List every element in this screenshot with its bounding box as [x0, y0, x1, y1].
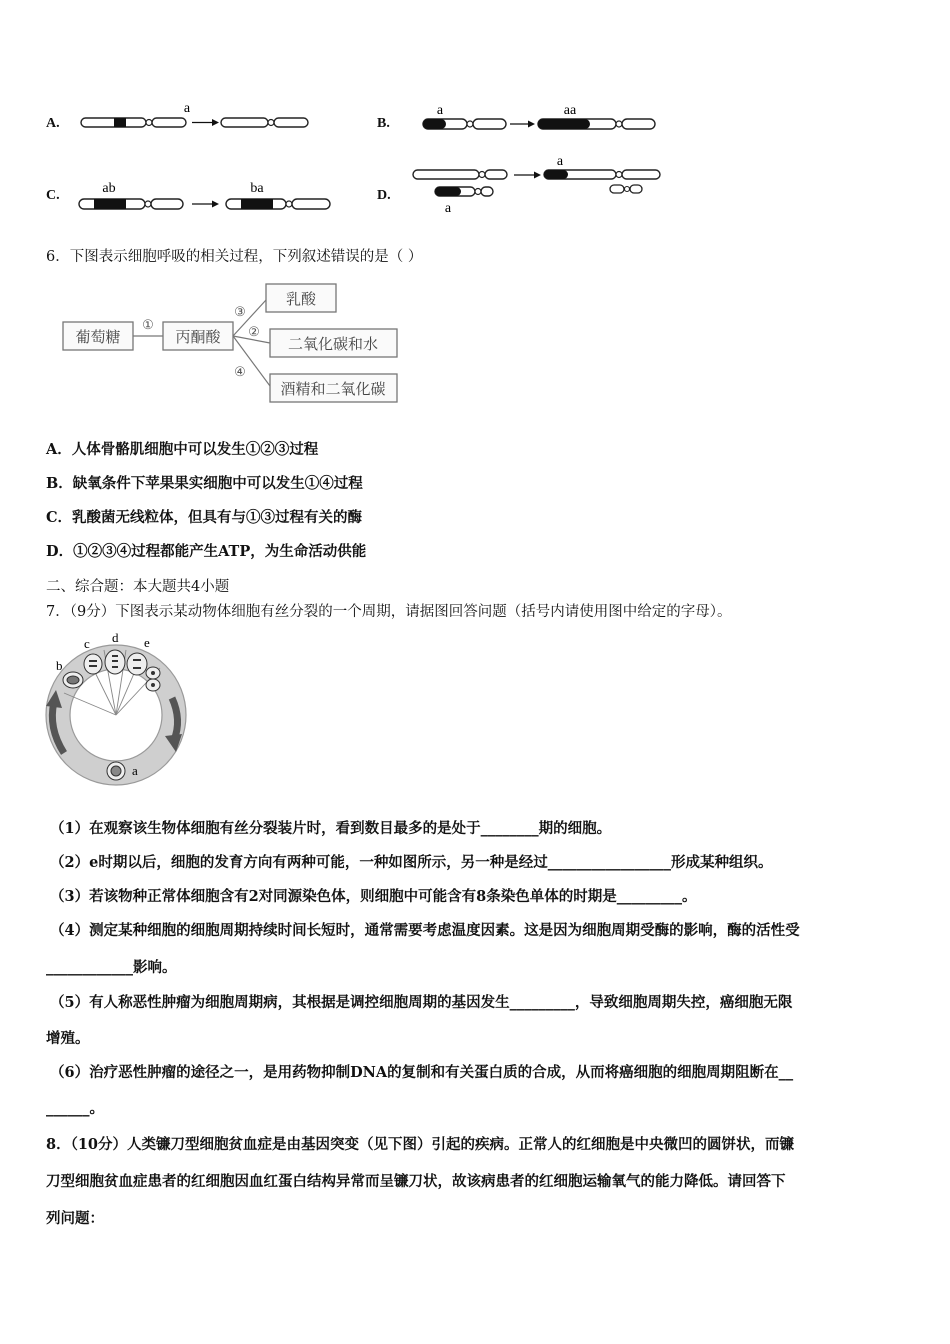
- gene-label-a-bottom: a: [444, 201, 452, 216]
- gene-label-ab: ab: [102, 181, 116, 196]
- q7-item-6: （6）治疗恶性肿瘤的途径之一，是用药物抑制DNA的复制和有关蛋白质的合成，从而将癌细胞的细胞周期阻断在__: [50, 1064, 794, 1081]
- step-1: ①: [142, 317, 154, 332]
- q7-item-4: （4）测定某种细胞的细胞周期持续时间长短时，通常需要考虑温度因素。这是因为细胞周期受酶的影响，酶的活性受: [50, 922, 800, 939]
- phase-d-label: d: [112, 630, 119, 645]
- box-pyruvate: 丙酮酸: [175, 330, 221, 346]
- gene-label-aa: aa: [563, 103, 577, 118]
- q5-option-a-label[interactable]: A.: [46, 116, 60, 131]
- q7-item-3: （3）若该物种正常体细胞含有2对同源染色体，则细胞中可能含有8条染色单体的时期是_________。: [50, 888, 697, 905]
- q5-option-c-diagram: [76, 178, 338, 214]
- box-co2-water: 二氧化碳和水: [287, 337, 379, 353]
- q5-option-b-label[interactable]: B.: [377, 116, 390, 131]
- q8-line-2: 刀型细胞贫血症患者的红细胞因血红蛋白结构异常而呈镰刀状，故该病患者的红细胞运输氧气的能力降低。请回答下: [46, 1173, 786, 1190]
- gene-label-ba: ba: [250, 181, 264, 196]
- q7-cell-cycle-diagram: [40, 628, 220, 790]
- phase-a-label: a: [132, 763, 138, 778]
- q7-stem: 7．（9分）下图表示某动物体细胞有丝分裂的一个周期，请据图回答问题（括号内请使用图中给定的字母）。: [46, 604, 732, 620]
- q6-stem: 6．下图表示细胞呼吸的相关过程，下列叙述错误的是（ ）: [46, 249, 423, 265]
- q6-option-d[interactable]: D．①②③④过程都能产生ATP，为生命活动供能: [46, 543, 367, 560]
- box-glucose: 葡萄糖: [75, 330, 121, 346]
- step-2: ②: [248, 324, 260, 339]
- q6-respiration-diagram: [60, 280, 405, 408]
- q6-option-a[interactable]: A．人体骨骼肌细胞中可以发生①②③过程: [46, 441, 319, 458]
- q8-line-1: 8．（10分）人类镰刀型细胞贫血症是由基因突变（见下图）引起的疾病。正常人的红细胞是中央微凹的圆饼状，而镰: [46, 1136, 795, 1153]
- phase-e-label: e: [144, 635, 150, 650]
- phase-c-label: c: [84, 636, 90, 651]
- box-alcohol-co2: 酒精和二氧化碳: [280, 382, 386, 398]
- q5-option-a-diagram: [78, 100, 318, 134]
- q7-item-2: （2）e时期以后，细胞的发育方向有两种可能，一种如图所示，另一种是经过_________________形成某种组织。: [50, 854, 773, 871]
- q5-option-d-diagram: [410, 152, 670, 216]
- q5-option-b-diagram: [420, 100, 660, 134]
- gene-label-a: a: [436, 103, 444, 118]
- q7-item-1: （1）在观察该生物体细胞有丝分裂装片时，看到数目最多的是处于________期的细胞。: [50, 820, 612, 837]
- q7-item-5-cont: 增殖。: [46, 1030, 90, 1047]
- q7-item-6-cont: ______。: [46, 1100, 104, 1117]
- gene-label-a-right: a: [556, 154, 564, 169]
- q7-item-4-cont: ____________影响。: [46, 959, 177, 976]
- q6-option-c[interactable]: C．乳酸菌无线粒体，但具有与①③过程有关的酶: [46, 509, 363, 526]
- box-lactic-acid: 乳酸: [285, 292, 317, 308]
- step-3: ③: [234, 304, 246, 319]
- q7-item-5: （5）有人称恶性肿瘤为细胞周期病，其根据是调控细胞周期的基因发生_________，导致细胞周期失控，癌细胞无限: [50, 994, 793, 1011]
- phase-b-label: b: [56, 658, 63, 673]
- gene-label-a: a: [183, 101, 191, 116]
- section-title: 二、综合题：本大题共4小题: [46, 579, 230, 595]
- q6-option-b[interactable]: B．缺氧条件下苹果果实细胞中可以发生①④过程: [46, 475, 363, 492]
- q5-option-d-label[interactable]: D.: [377, 188, 391, 203]
- step-4: ④: [234, 364, 246, 379]
- q8-line-3: 列问题：: [46, 1210, 104, 1227]
- q5-option-c-label[interactable]: C.: [46, 188, 60, 203]
